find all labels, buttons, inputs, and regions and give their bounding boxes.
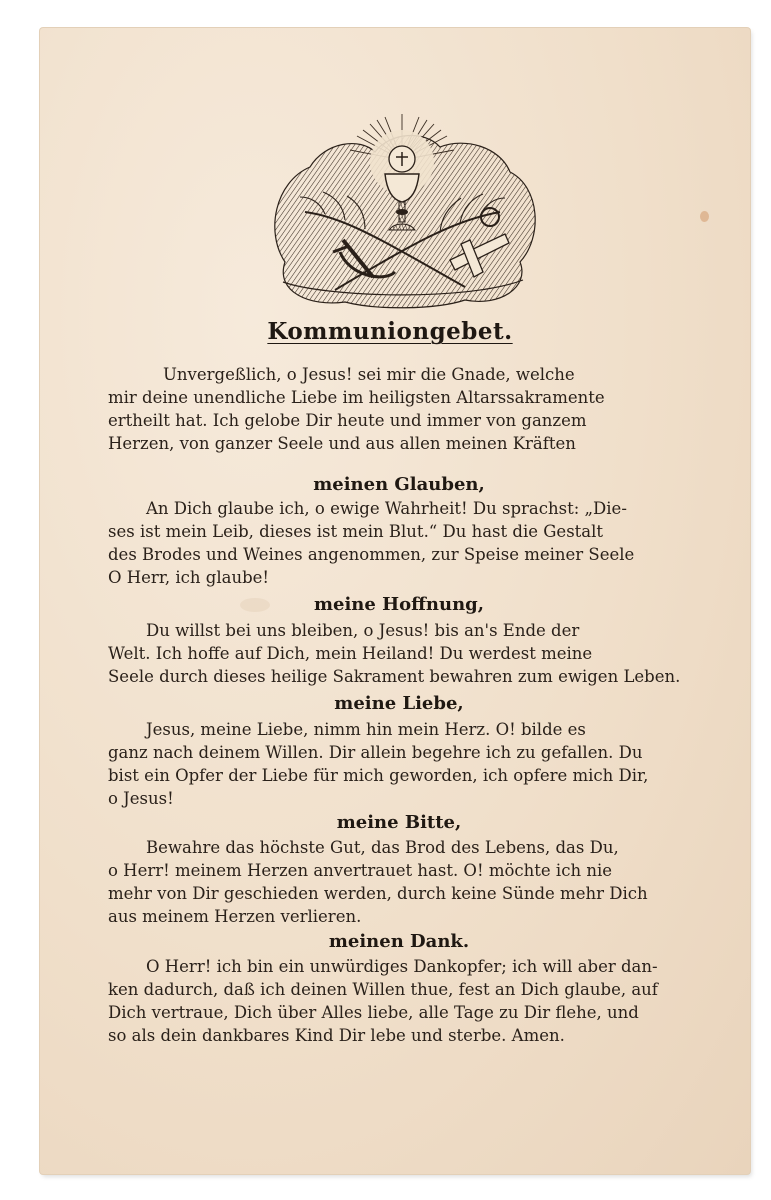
text-line: ken dadurch, daß ich deinen Willen thue, fest an Dich glaube, auf [108,980,658,999]
section-paragraph-dank [108,955,690,1047]
text-line: ertheilt hat. Ich gelobe Dir heute und immer von ganzem [108,411,587,430]
paper-stain [700,211,709,222]
text-line: An Dich glaube ich, o ewige Wahrheit! Du sprachst: „Die- [146,499,627,518]
section-paragraph-glauben [108,497,690,589]
text-line: Du willst bei uns bleiben, o Jesus! bis an's Ende der [146,621,580,640]
intro-paragraph [108,363,690,455]
text-line: ses ist mein Leib, dieses ist mein Blut.“ Du hast die Gestalt [108,522,604,541]
text-line: Bewahre das höchste Gut, das Brod des Lebens, das Du, [146,838,619,857]
text-line: Dich vertraue, Dich über Alles liebe, alle Tage zu Dir flehe, und [108,1003,639,1022]
text-line: O Herr, ich glaube! [108,568,270,587]
text-line: bist ein Opfer der Liebe für mich geworden, ich opfere mich Dir, [108,766,649,785]
text-line: Herzen, von ganzer Seele und aus allen meinen Kräften [108,434,576,453]
text-line: ganz nach deinem Willen. Dir allein begehre ich zu gefallen. Du [108,743,643,762]
section-heading-liebe: meine Liebe, [334,693,464,714]
section-heading-hoffnung: meine Hoffnung, [313,594,485,615]
section-heading-bitte: meine Bitte, [336,812,462,833]
text-line: Seele durch dieses heilige Sakrament bewahren zum ewigen Leben. [108,667,681,686]
text-line: mir deine unendliche Liebe im heiligsten Altarssakramente [108,388,605,407]
text-line: mehr von Dir geschieden werden, durch keine Sünde mehr Dich [108,884,648,903]
text-line: o Jesus! [108,789,174,808]
text-line: o Herr! meinem Herzen anvertrauet hast. O! möchte ich nie [108,861,612,880]
text-line: Jesus, meine Liebe, nimm hin mein Herz. O! bilde es [146,720,586,739]
text-line: aus meinem Herzen verlieren. [108,907,362,926]
text-line: O Herr! ich bin ein unwürdiges Dankopfer; ich will aber dan- [146,957,658,976]
text-line: so als dein dankbares Kind Dir lebe und sterbe. Amen. [108,1026,565,1045]
page-title: Kommuniongebet. [267,318,513,345]
text-line: des Brodes und Weines angenommen, zur Speise meiner Seele [108,545,635,564]
section-paragraph-liebe [108,718,690,810]
text-line: Unvergeßlich, o Jesus! sei mir die Gnade, welche [163,365,575,384]
section-paragraph-hoffnung [108,619,690,688]
section-heading-dank: meinen Dank. [328,931,470,952]
eucharist-vignette-illustration [265,112,540,310]
text-line: Welt. Ich hoffe auf Dich, mein Heiland! Du werdest meine [108,644,593,663]
section-heading-glauben: meinen Glauben, [313,474,485,495]
section-paragraph-bitte [108,836,690,928]
